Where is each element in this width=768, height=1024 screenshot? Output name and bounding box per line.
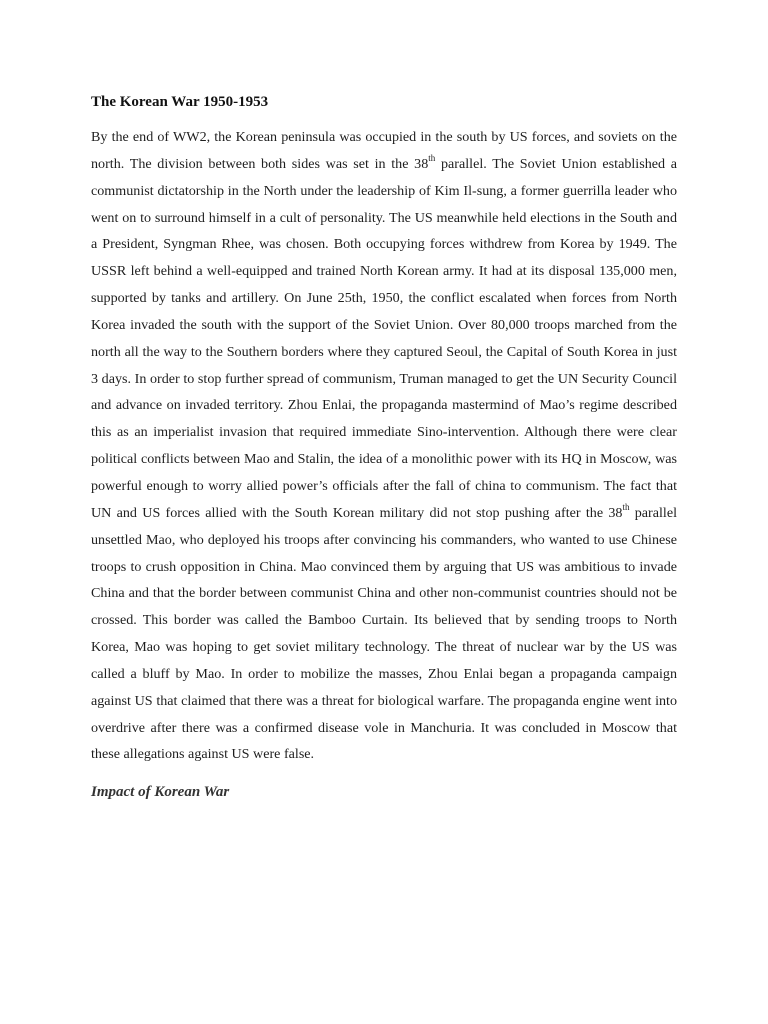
ordinal-superscript-2: th <box>622 502 630 513</box>
ordinal-superscript-1: th <box>428 153 436 164</box>
document-page <box>91 90 677 804</box>
paragraph-text-part-1: By the end of WW2, the Korean peninsula was occupied in the south by US forces, and soviets on the north. The division between both sides was set in the 38 <box>91 129 677 172</box>
section-heading: Impact of Korean War <box>91 784 230 801</box>
body-paragraph <box>91 124 677 768</box>
document-title: The Korean War 1950-1953 <box>91 94 269 110</box>
paragraph-text-part-3: parallel unsettled Mao, who deployed his troops after convincing his commanders, who wanted to use Chinese troops to crush opposition in China. Mao convinced them by arguing that US was ambitious to invade China and that the border between communist China and other non-communist countries should not be crossed. This border was called the Bamboo Curtain. Its believed that by sending troops to North Korea, Mao was hoping to get soviet military technology. The threat of nuclear war by the US was called a bluff by Mao. In order to mobilize the masses, Zhou Enlai began a propaganda campaign against US that claimed that there was a threat for biological warfare. The propaganda engine went into overdrive after there was a confirmed disease vole in Manchuria. It was concluded in Moscow that these allegations against US were false. <box>91 504 678 763</box>
paragraph-text-part-2: parallel. The Soviet Union established a communist dictatorship in the North under the leadership of Kim Il-sung, a former guerrilla leader who went on to surround himself in a cult of personality. The US meanwhile held elections in the South and a President, Syngman Rhee, was chosen. Both occupying forces withdrew from Korea by 1949. The USSR left behind a well-equipped and trained North Korean army. It had at its disposal 135,000 men, supported by tanks and artillery. On June 25th, 1950, the conflict escalated when forces from North Korea invaded the south with the support of the Soviet Union. Over 80,000 troops marched from the north all the way to the Southern borders where they captured Seoul, the Capital of South Korea in just 3 days. In order to stop further spread of communism, Truman managed to get the UN Security Council and advance on invaded territory. Zhou Enlai, the propaganda mastermind of Mao’s regime described this as an imperialist invasion that required immediate Sino-intervention. Although there were clear political conflicts between Mao and Stalin, the idea of a monolithic power with its HQ in Moscow, was powerful enough to worry allied power’s officials after the fall of china to communism. The fact that UN and US forces allied with the South Korean military did not stop pushing after the 38 <box>91 155 677 521</box>
